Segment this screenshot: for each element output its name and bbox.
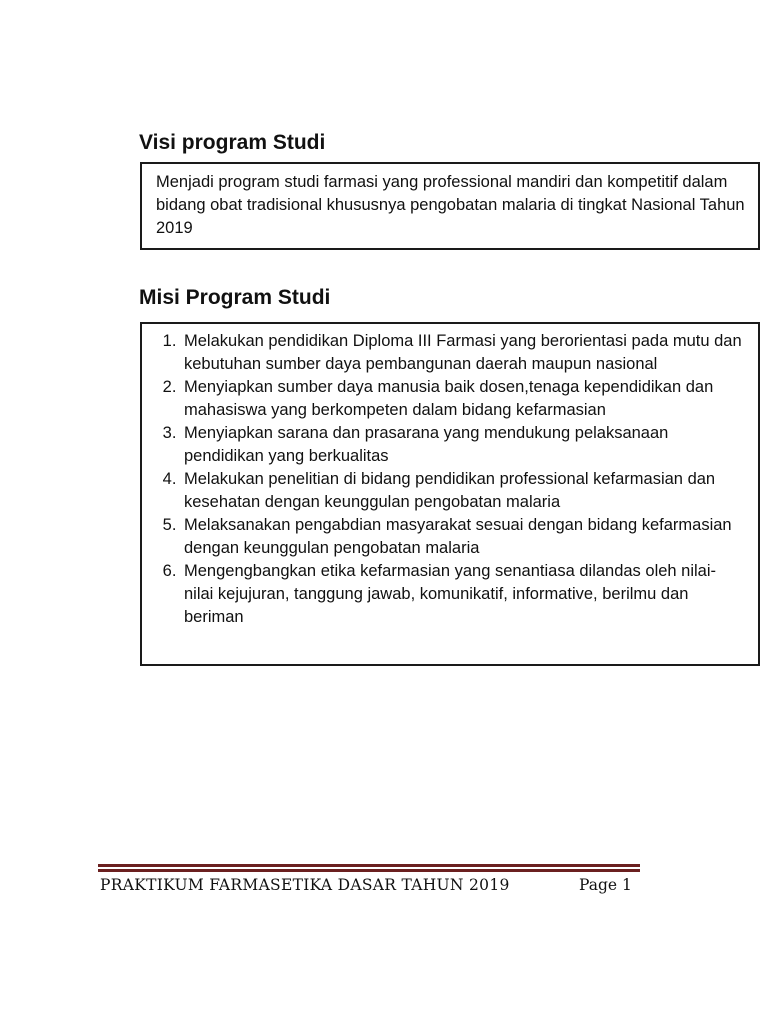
misi-item-4: 4. Melakukan penelitian di bidang pendidikan professional kefarmasian dan kesehatan dengan keunggulan pengobatan malaria [181,468,744,514]
misi-box [140,322,760,666]
misi-item-6: 6. Mengengbangkan etika kefarmasian yang senantiasa dilandas oleh nilai-nilai kejujuran, tanggung jawab, komunikatif, informative, berilmu dan beriman [181,560,744,629]
misi-heading: Misi Program Studi [139,286,331,309]
misi-item-3: 3. Menyiapkan sarana dan prasarana yang mendukung pelaksanaan pendidikan yang berkualitas [181,422,744,468]
visi-box [140,162,760,250]
misi-item-5: 5. Melaksanakan pengabdian masyarakat sesuai dengan bidang kefarmasian dengan keunggulan pengobatan malaria [181,514,744,560]
visi-text: Menjadi program studi farmasi yang professional mandiri dan kompetitif dalam bidang obat tradisional khususnya pengobatan malaria di tingkat Nasional Tahun 2019 [156,173,745,237]
misi-item-1: 1. Melakukan pendidikan Diploma III Farmasi yang berorientasi pada mutu dan kebutuhan sumber daya pembangunan daerah maupun nasional [181,330,744,376]
footer-rule-line-bottom [98,869,640,872]
visi-heading: Visi program Studi [139,131,326,154]
footer-rule-line-top [98,864,640,867]
footer-title: PRAKTIKUM FARMASETIKA DASAR TAHUN 2019 [100,876,510,894]
misi-list [156,330,744,629]
footer-rule [98,864,640,874]
misi-item-2: 2. Menyiapkan sumber daya manusia baik dosen,tenaga kependidikan dan mahasiswa yang berkompeten dalam bidang kefarmasian [181,376,744,422]
footer-page-number: Page 1 [579,876,632,894]
